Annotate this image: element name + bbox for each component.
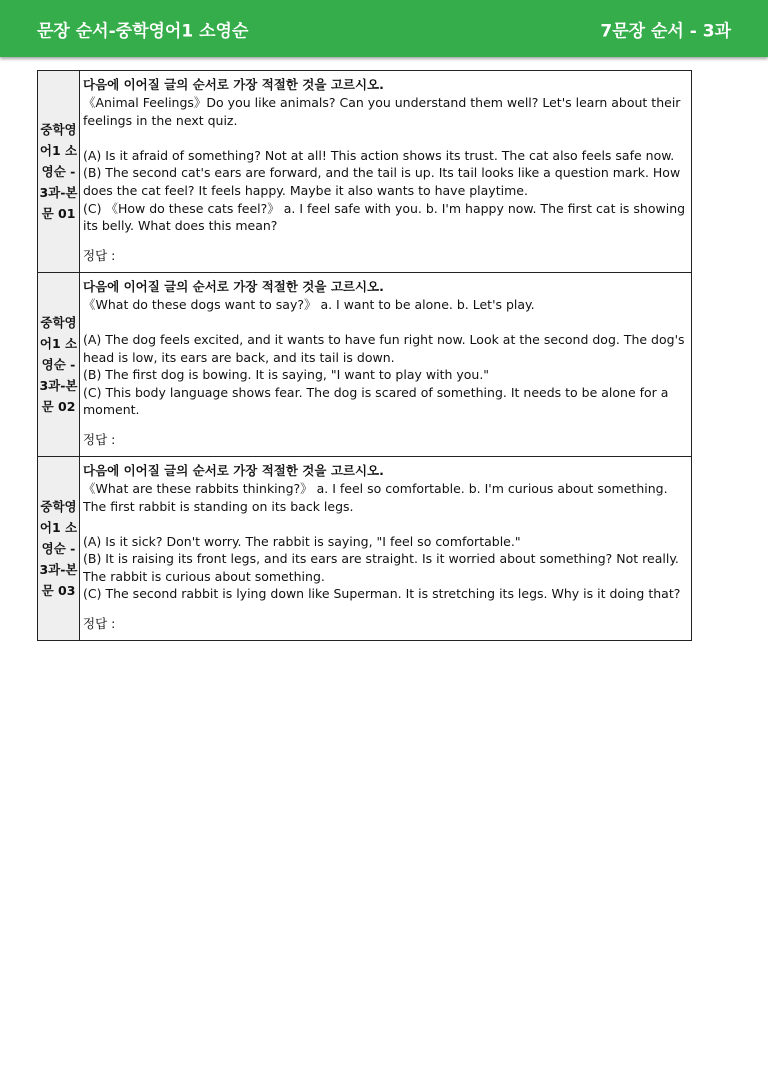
question-content [80, 71, 692, 273]
question-label-cell [38, 456, 80, 640]
question-label-cell [38, 272, 80, 456]
option-b: (B) The first dog is bowing. It is saying, "I want to play with you." [83, 367, 490, 383]
option-c: (C) The second rabbit is lying down like Superman. It is stretching its legs. Why is it doing that? [83, 586, 681, 602]
question-instruction: 다음에 이어질 글의 순서로 가장 적절한 것을 고르시오. [83, 278, 384, 294]
worksheet-title: 문장 순서-중학영어1 소영순 [37, 21, 249, 42]
option-b: (B) It is raising its front legs, and its ears are straight. Is it worried about something? Not really. The rabbit is curious about something. [83, 551, 679, 584]
question-label: 중학영어1 소영순 - 3과-본문 01 [39, 121, 78, 221]
question-instruction: 다음에 이어질 글의 순서로 가장 적절한 것을 고르시오. [83, 462, 384, 478]
question-row [38, 272, 692, 456]
question-instruction: 다음에 이어질 글의 순서로 가장 적절한 것을 고르시오. [83, 77, 384, 92]
question-row [38, 456, 692, 640]
question-label: 중학영어1 소영순 - 3과-본문 02 [39, 314, 78, 414]
question-content [80, 456, 692, 640]
passage-intro: 《What do these dogs want to say?》 a. I want to be alone. b. Let's play. [83, 296, 535, 312]
answer-label: 정답 : [83, 616, 116, 632]
passage-intro: 《Animal Feelings》Do you like animals? Can you understand them well? Let's learn about their feelings in the next quiz. [83, 95, 681, 128]
question-row [38, 71, 692, 273]
passage-intro: 《What are these rabbits thinking?》 a. I feel so comfortable. b. I'm curious about something. The first rabbit is standing on its back legs. [83, 480, 668, 514]
option-a: (A) Is it afraid of something? Not at all! This action shows its trust. The cat also feels safe now. [83, 147, 675, 163]
answer-label: 정답 : [83, 247, 116, 263]
option-a: (A) Is it sick? Don't worry. The rabbit is saying, "I feel so comfortable." [83, 533, 521, 549]
option-c: (C) 《How do these cats feel?》 a. I feel safe with you. b. I'm happy now. The first cat is showing its belly. What does this mean? [83, 200, 686, 234]
option-a: (A) The dog feels excited, and it wants to have fun right now. Look at the second dog. The dog's head is low, its ears are back, and its tail is down. [83, 331, 685, 365]
option-c: (C) This body language shows fear. The dog is scared of something. It needs to be alone for a moment. [83, 384, 669, 418]
answer-label: 정답 : [83, 431, 116, 447]
option-b: (B) The second cat's ears are forward, and the tail is up. Its tail looks like a question mark. How does the cat feel? It feels happy. Maybe it also wants to have playtime. [83, 165, 681, 198]
worksheet-subtitle: 7문장 순서 - 3과 [600, 21, 731, 42]
question-content [80, 272, 692, 456]
page-header [0, 0, 768, 57]
question-label: 중학영어1 소영순 - 3과-본문 03 [39, 498, 78, 598]
question-table [37, 70, 692, 641]
question-label-cell [38, 71, 80, 273]
